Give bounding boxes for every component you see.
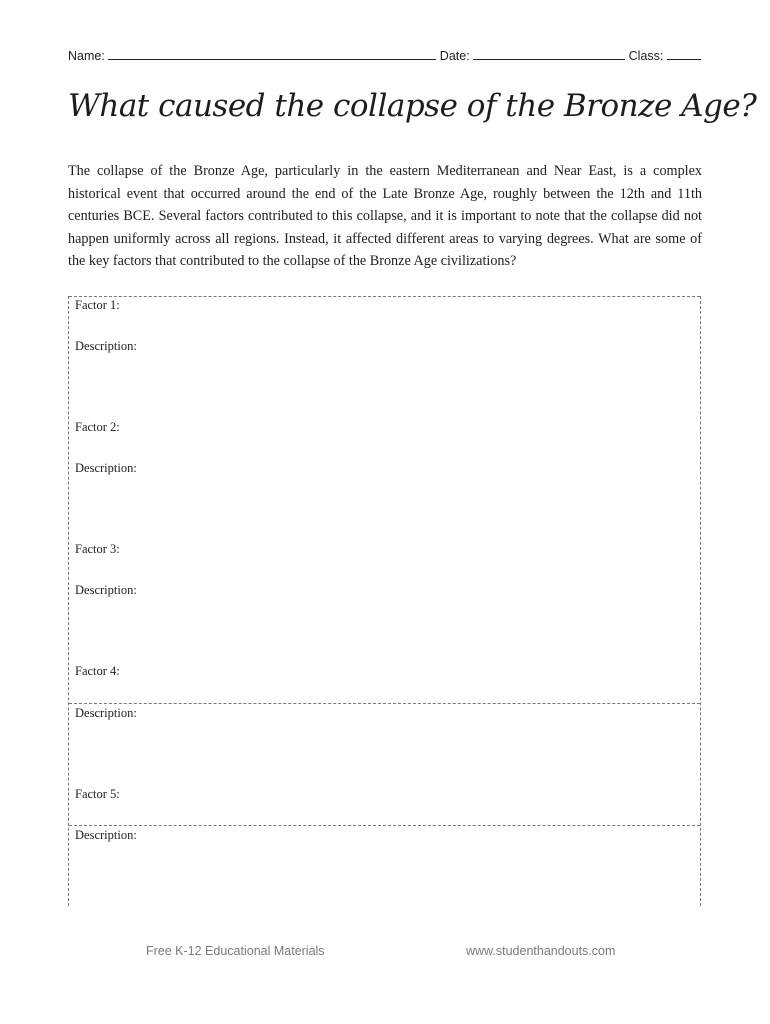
- factor-1-description-label: Description:: [75, 339, 137, 353]
- factor-5-description-label: Description:: [75, 828, 137, 842]
- name-field[interactable]: [108, 47, 436, 60]
- factor-5-divider: [69, 825, 700, 826]
- footer-left-text: Free K-12 Educational Materials: [146, 944, 325, 958]
- class-label: Class:: [628, 49, 664, 63]
- class-field[interactable]: [667, 47, 701, 60]
- intro-paragraph: The collapse of the Bronze Age, particularly in the eastern Mediterranean and Near East, is a complex historical event that occurred around the end of the Late Bronze Age, roughly between the 12th and 11th centuries BCE. Several factors contributed to this collapse, and it is important to note that the collapse did not happen uniformly across all regions. Instead, it affected different areas to varying degrees. What are some of the key factors that contributed to the collapse of the Bronze Age civilizations?: [68, 163, 702, 270]
- date-field[interactable]: [473, 47, 625, 60]
- factor-5-label: Factor 5:: [75, 787, 120, 801]
- factor-4-label: Factor 4:: [75, 664, 120, 678]
- date-label: Date:: [439, 49, 470, 63]
- factor-3-label: Factor 3:: [75, 542, 120, 556]
- factor-4-description-label: Description:: [75, 706, 137, 720]
- factor-3-description-label: Description:: [75, 583, 137, 597]
- factor-2-description-label: Description:: [75, 461, 137, 475]
- student-info-line: [68, 47, 708, 63]
- factor-2-label: Factor 2:: [75, 420, 120, 434]
- footer-website[interactable]: www.studenthandouts.com: [466, 944, 616, 958]
- page-title: What caused the collapse of the Bronze Age?: [68, 88, 757, 124]
- factor-4-divider: [69, 703, 700, 704]
- factor-1-label: Factor 1:: [75, 298, 120, 312]
- top-border: [69, 296, 700, 297]
- name-label: Name:: [68, 49, 105, 63]
- factors-worksheet-box: [68, 296, 701, 906]
